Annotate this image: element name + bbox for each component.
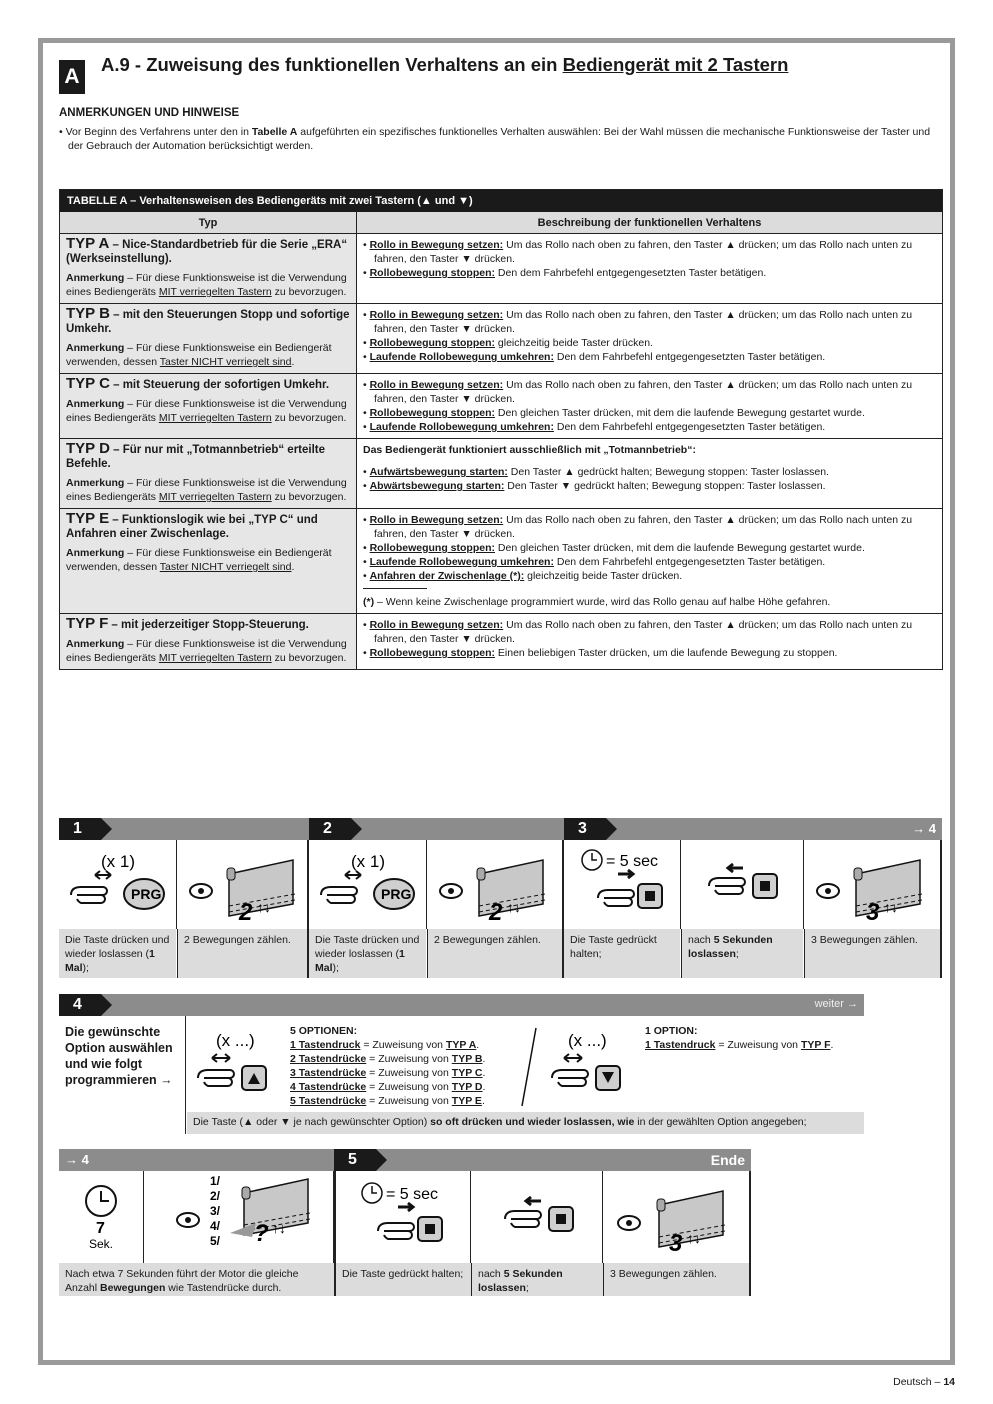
five-options-list: 5 OPTIONEN: 1 Tastendruck = Zuweisung von TYP A. 2 Tastendrücke = Zuweisung von TYP B. 3 Tastendrücke = Zuweisung von TYP C. 4 Tastendrücke = Zuweisung von TYP D. 5 Tastendrücke = Zuweisung von TYP E.	[290, 1025, 486, 1107]
typ-cell: TYP E – Funktionslogik wie bei „TYP C“ und Anfahren einer Zwischenlage. Anmerkung – Für diese Funktionsweise ein Bediengerät verwenden, dessen Taster NICHT verriegelt sind.	[60, 509, 357, 613]
option-item: 3 Tastendrücke = Zuweisung von TYP C.	[290, 1067, 486, 1079]
typ-cell: TYP F – mit jederzeitiger Stopp-Steuerung. Anmerkung – Für diese Funktionsweise ist die Verwendung eines Bediengeräts MIT verriegelten Tastern zu bevorzugen.	[60, 614, 357, 669]
step3-caption-hold: Die Taste gedrückt halten;	[564, 929, 680, 978]
list-item: • Rollo in Bewegung setzen: Um das Rollo nach oben zu fahren, den Taster ▲ drücken; um das Rollo nach unten zu fahren, den Taster ▼ drücken.	[363, 514, 913, 540]
option-item: 2 Tastendrücke = Zuweisung von TYP B.	[290, 1053, 486, 1065]
svg-text:↑↓: ↑↓	[507, 899, 521, 915]
step-5-number: 5	[334, 1149, 376, 1171]
step-2-number: 2	[309, 818, 351, 840]
column-header-beschreibung: Beschreibung der funktionellen Verhaltens	[537, 217, 762, 229]
page-frame	[38, 38, 955, 1365]
table-row	[60, 234, 942, 304]
description-cell: Das Bediengerät funktioniert ausschließlich mit „Totmannbetrieb“: • Aufwärtsbewegung starten: Den Taster ▲ gedrückt halten; Bewegung stoppen: Taster loslassen. • Abwärtsbewegung starten: Den Taster ▼ gedrückt halten; Bewegung stoppen: Taster loslassen.	[357, 439, 942, 508]
list-item: • Rollobewegung stoppen: gleichzeitig beide Taster drücken.	[363, 337, 653, 349]
step5-release	[471, 1171, 603, 1263]
step3-caption-count: 3 Bewegungen zählen.	[804, 929, 940, 978]
wait-7-sec	[59, 1171, 144, 1263]
from-step-4: → 4	[65, 1152, 89, 1167]
release-stop-icon	[681, 840, 804, 929]
svg-text:= 5 sec: = 5 sec	[606, 853, 659, 870]
svg-text:↑↓: ↑↓	[884, 899, 898, 915]
step-1-number: 1	[59, 818, 101, 840]
step-4-number: 4	[59, 994, 101, 1016]
svg-text:↑↓: ↑↓	[687, 1230, 701, 1246]
list-item: • Aufwärtsbewegung starten: Den Taster ▲ gedrückt halten; Bewegung stoppen: Taster loslassen.	[363, 466, 829, 478]
list-item: • Laufende Rollobewegung umkehren: Den dem Fahrbefehl entgegengesetzten Taster betätigen.	[363, 351, 826, 363]
list-item: • Rollo in Bewegung setzen: Um das Rollo nach oben zu fahren, den Taster ▲ drücken; um das Rollo nach unten zu fahren, den Taster ▼ drücken.	[363, 239, 913, 265]
weiter-link: weiter →	[814, 998, 858, 1010]
list-item: • Rollo in Bewegung setzen: Um das Rollo nach oben zu fahren, den Taster ▲ drücken; um das Rollo nach unten zu fahren, den Taster ▼ drücken.	[363, 309, 913, 335]
svg-text:2: 2	[239, 899, 253, 926]
svg-text:(x ...): (x ...)	[216, 1031, 255, 1050]
svg-text:2: 2	[489, 899, 503, 926]
step4-instruction: Die gewünschte Option auswählen und wie folgt programmieren →	[59, 1016, 186, 1112]
press-down-icon	[544, 1016, 654, 1112]
list-item: • Rollo in Bewegung setzen: Um das Rollo nach oben zu fahren, den Taster ▲ drücken; um das Rollo nach unten zu fahren, den Taster ▼ drücken.	[363, 619, 913, 645]
list-item: • Rollobewegung stoppen: Den dem Fahrbefehl entgegengesetzten Taster betätigen.	[363, 267, 767, 279]
svg-text:3: 3	[866, 899, 880, 926]
step1-press-prg	[59, 840, 177, 929]
step3-hold-stop	[564, 840, 681, 929]
goto-step-4: → 4	[912, 821, 936, 836]
option-item: 4 Tastendrücke = Zuweisung von TYP D.	[290, 1081, 486, 1093]
count-n-movements	[144, 1171, 334, 1263]
svg-text:?: ?	[254, 1220, 269, 1247]
ende-label: Ende	[710, 1152, 745, 1168]
svg-text:= 5 sec: = 5 sec	[386, 1186, 439, 1203]
step5-caption-count: 3 Bewegungen zählen.	[603, 1263, 749, 1296]
list-item: • Rollobewegung stoppen: Einen beliebigen Taster drücken, um die laufende Bewegung zu stoppen.	[363, 647, 838, 659]
step1-caption-count: 2 Bewegungen zählen.	[177, 929, 307, 978]
step-4	[59, 994, 864, 1134]
svg-text:1/: 1/	[210, 1174, 221, 1188]
svg-text:(x ...): (x ...)	[568, 1031, 607, 1050]
eye-blind-icon	[427, 840, 564, 929]
eye-blind-icon	[144, 1171, 334, 1263]
step2-caption-press: Die Taste drücken und wieder loslassen (1 Mal);	[309, 929, 426, 978]
section-letter: A	[59, 60, 85, 94]
option-divider	[514, 1020, 544, 1110]
list-item: • Laufende Rollobewegung umkehren: Den dem Fahrbefehl entgegengesetzten Taster betätigen.	[363, 556, 826, 568]
svg-text:↑↓: ↑↓	[272, 1220, 286, 1236]
svg-text:↑↓: ↑↓	[257, 899, 271, 915]
svg-text:3/: 3/	[210, 1204, 221, 1218]
list-item: • Abwärtsbewegung starten: Den Taster ▼ gedrückt halten; Bewegung stoppen: Taster loslassen.	[363, 480, 826, 492]
step3-release	[681, 840, 804, 929]
step4-caption: Die Taste (▲ oder ▼ je nach gewünschter Option) so oft drücken und wieder loslassen, wie in der gewählten Option angegeben;	[187, 1112, 864, 1134]
step5-count-movements	[603, 1171, 751, 1263]
press-up-icon	[186, 1016, 296, 1112]
clock-icon	[59, 1171, 144, 1263]
step2-caption-count: 2 Bewegungen zählen.	[427, 929, 562, 978]
svg-text:(x 1): (x 1)	[351, 852, 385, 871]
list-item: • Rollo in Bewegung setzen: Um das Rollo nach oben zu fahren, den Taster ▲ drücken; um das Rollo nach unten zu fahren, den Taster ▼ drücken.	[363, 379, 913, 405]
page-title: A.9 - Zuweisung des funktionellen Verhaltens an ein Bediengerät mit 2 Tastern	[101, 54, 789, 75]
typ-cell: TYP D – Für nur mit „Totmannbetrieb“ erteilte Befehle. Anmerkung – Für diese Funktionsweise ist die Verwendung eines Bediengeräts MIT verriegelten Tastern zu bevorzugen.	[60, 439, 357, 508]
svg-text:4/: 4/	[210, 1219, 221, 1233]
press-prg-icon	[309, 840, 427, 929]
step1-count-movements	[177, 840, 309, 929]
svg-text:2/: 2/	[210, 1189, 221, 1203]
step5-caption-release: nach 5 Sekunden loslassen;	[471, 1263, 603, 1296]
table-a	[59, 189, 943, 670]
clock-hold-icon	[336, 1171, 471, 1263]
steps-wait-5	[59, 1149, 751, 1296]
eye-blind-icon	[177, 840, 309, 929]
page-footer: Deutsch – 14	[893, 1376, 955, 1388]
step5-hold-stop	[336, 1171, 471, 1263]
table-header	[60, 212, 942, 234]
typ-cell: TYP C – mit Steuerung der sofortigen Umkehr. Anmerkung – Für diese Funktionsweise ist die Verwendung eines Bediengeräts MIT verriegelten Tastern zu bevorzugen.	[60, 374, 357, 438]
svg-text:Sek.: Sek.	[89, 1237, 114, 1251]
eye-blind-icon	[603, 1171, 749, 1263]
description-cell	[357, 304, 942, 373]
svg-text:7: 7	[96, 1220, 105, 1237]
footnote: (*) – Wenn keine Zwischenlage programmiert wurde, wird das Rollo genau auf halbe Höhe gefahren.	[363, 596, 831, 608]
column-header-typ: Typ	[60, 212, 357, 233]
step2-press-prg	[309, 840, 427, 929]
table-body	[60, 234, 942, 669]
svg-text:PRG: PRG	[381, 886, 412, 902]
step1-caption-press: Die Taste drücken und wieder loslassen (1 Mal);	[59, 929, 176, 978]
clock-hold-icon	[564, 840, 681, 929]
option-item: 1 Tastendruck = Zuweisung von TYP A.	[290, 1039, 480, 1051]
wait-caption: Nach etwa 7 Sekunden führt der Motor die gleiche Anzahl Bewegungen wie Tastendrücke durch.	[59, 1263, 334, 1296]
typ-cell: TYP A – Nice-Standardbetrieb für die Serie „ERA“ (Werkseinstellung). Anmerkung – Für diese Funktionsweise ist die Verwendung eines Bediengeräts MIT verriegelten Tastern zu bevorzugen.	[60, 234, 357, 303]
notes-text: • Vor Beginn des Verfahrens unter den in Tabelle A aufgeführten ein spezifisches funktionelles Verhalten auswählen: Bei der Wahl müssen die mechanische Funktionsweise der Taster und der Gebrauch der Automation berücksichtigt werden.	[59, 126, 931, 152]
svg-text:PRG: PRG	[131, 886, 162, 902]
svg-text:(x 1): (x 1)	[101, 852, 135, 871]
svg-text:3: 3	[669, 1230, 683, 1257]
press-prg-icon	[59, 840, 177, 929]
table-row	[60, 439, 942, 509]
step3-count-movements	[804, 840, 942, 929]
list-item: • Rollobewegung stoppen: Den gleichen Taster drücken, mit dem die laufende Bewegung gestartet wurde.	[363, 407, 865, 419]
step5-caption-hold: Die Taste gedrückt halten;	[336, 1263, 471, 1296]
table-row	[60, 304, 942, 374]
description-cell	[357, 234, 942, 303]
list-item: • Rollobewegung stoppen: Den gleichen Taster drücken, mit dem die laufende Bewegung gestartet wurde.	[363, 542, 865, 554]
table-row	[60, 374, 942, 439]
steps-1-3	[59, 818, 942, 978]
typ-cell: TYP B – mit den Steuerungen Stopp und sofortige Umkehr. Anmerkung – Für diese Funktionsweise ein Bediengerät verwenden, dessen Taster NICHT verriegelt sind.	[60, 304, 357, 373]
option-item: 5 Tastendrücke = Zuweisung von TYP E.	[290, 1095, 485, 1107]
description-cell	[357, 509, 942, 613]
svg-text:5/: 5/	[210, 1234, 221, 1248]
notes-heading: ANMERKUNGEN UND HINWEISE	[59, 107, 240, 119]
step-3-number: 3	[564, 818, 606, 840]
list-item: • Anfahren der Zwischenlage (*): gleichzeitig beide Taster drücken.	[363, 570, 683, 582]
table-row	[60, 509, 942, 614]
table-caption: TABELLE A – Verhaltensweisen des Bediengeräts mit zwei Tastern (▲ und ▼)	[60, 190, 942, 212]
step2-count-movements	[427, 840, 564, 929]
release-stop-icon	[471, 1171, 603, 1263]
table-row	[60, 614, 942, 669]
eye-blind-icon	[804, 840, 942, 929]
step3-caption-release: nach 5 Sekunden loslassen;	[681, 929, 803, 978]
list-item: • Laufende Rollobewegung umkehren: Den dem Fahrbefehl entgegengesetzten Taster betätigen.	[363, 421, 826, 433]
description-cell	[357, 374, 942, 438]
one-option-list: 1 OPTION: 1 Tastendruck = Zuweisung von TYP F.	[645, 1025, 834, 1051]
description-cell	[357, 614, 942, 669]
